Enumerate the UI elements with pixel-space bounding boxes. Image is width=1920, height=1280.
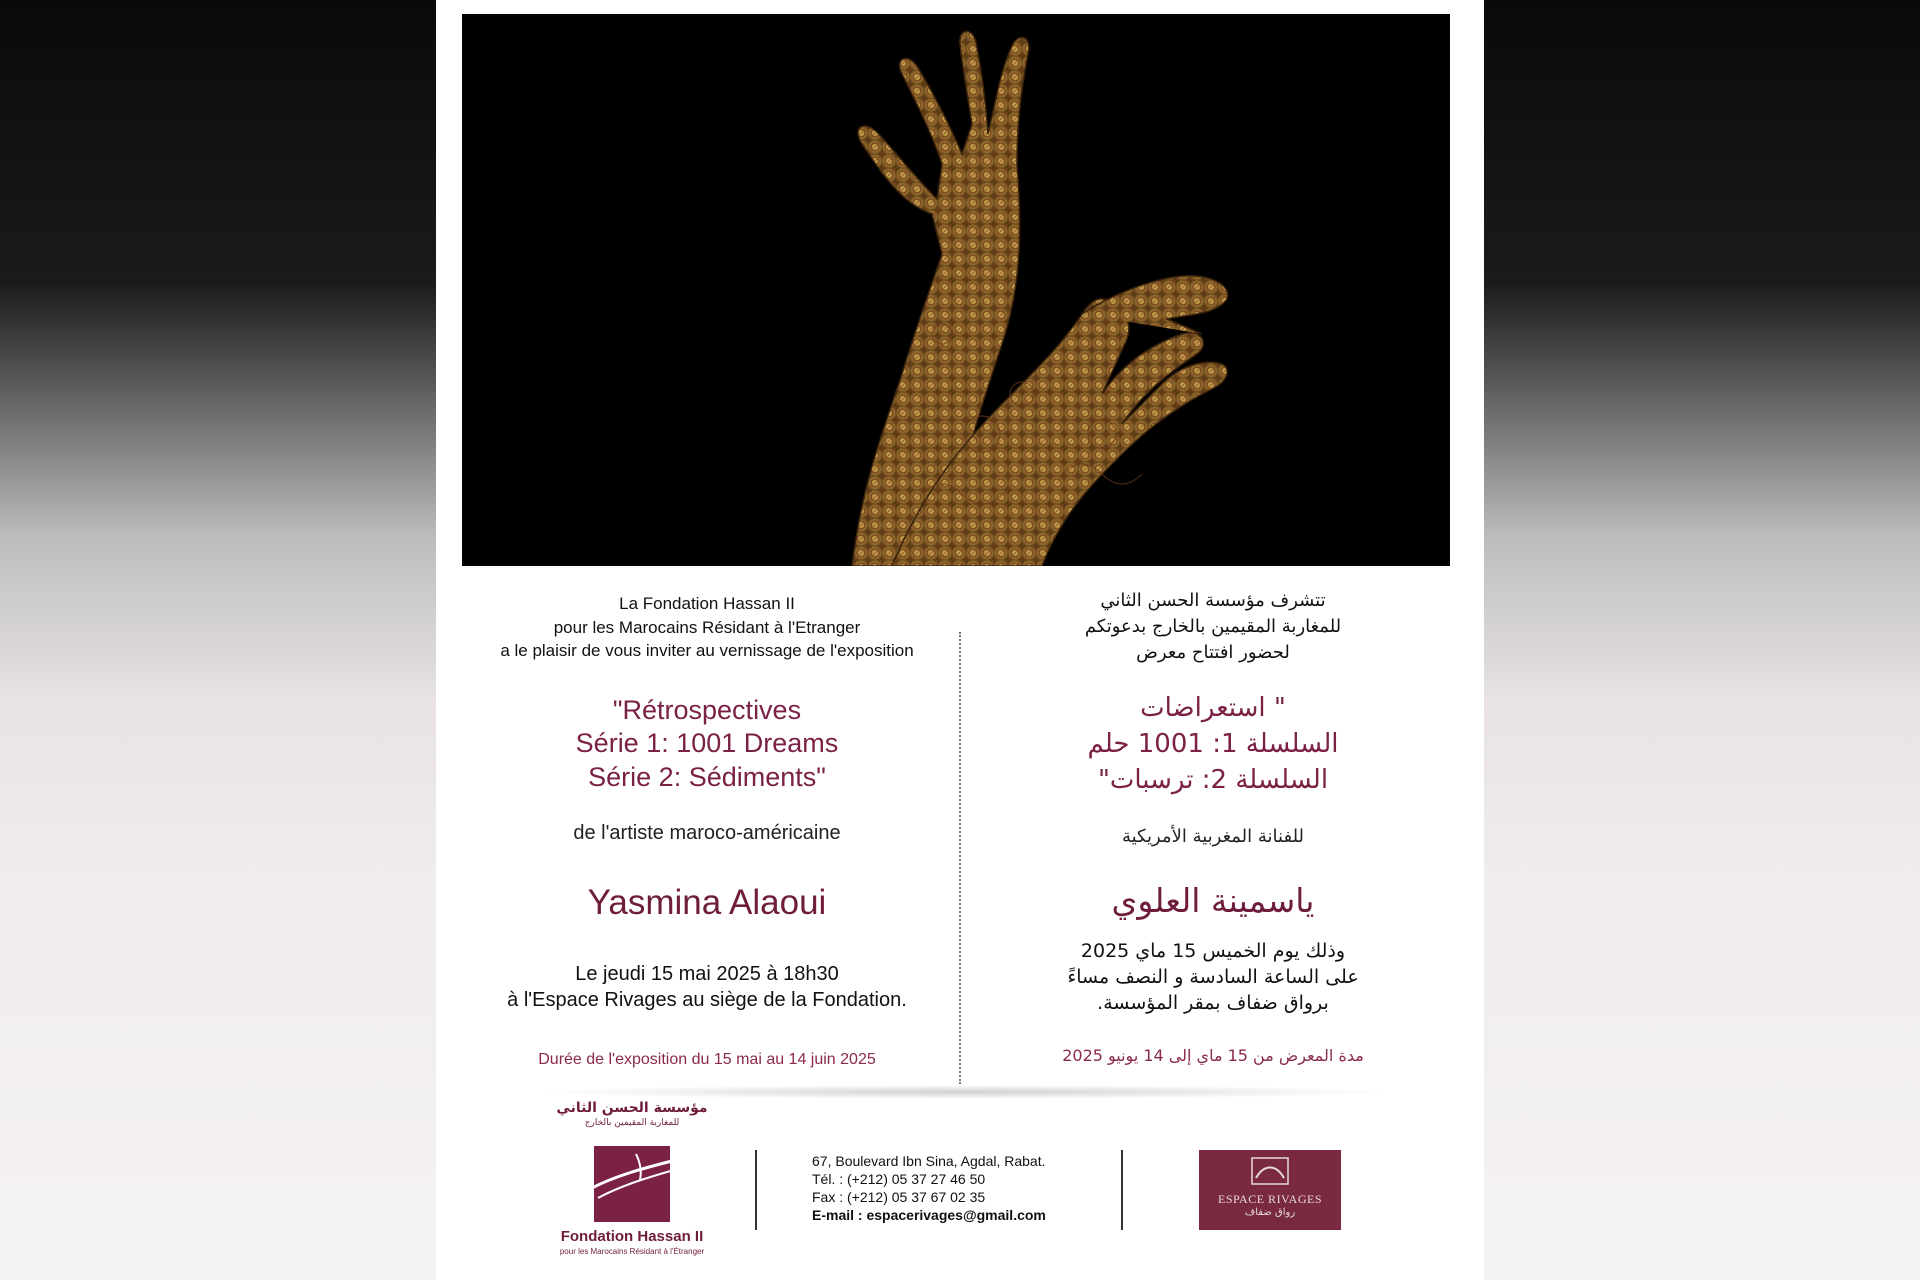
arabic-artist-descriptor: للفنانة المغربية الأمريكية <box>1121 826 1305 847</box>
intro-line: لحضور افتتاح معرض <box>1136 642 1290 663</box>
fax: Fax : (+212) 05 37 67 02 35 <box>812 1189 986 1205</box>
intro-line: تتشرف مؤسسة الحسن الثاني <box>1100 590 1326 611</box>
contact-info <box>812 1152 1046 1224</box>
logo-subtitle: pour les Marocains Résidant à l'Étranger <box>559 1247 705 1256</box>
french-duration: Durée de l'exposition du 15 mai au 14 juin 2025 <box>538 1051 876 1068</box>
title-line: Série 2: Sédiments" <box>588 761 826 792</box>
patterned-hands-image <box>462 14 1450 566</box>
hands-photo <box>462 14 1450 566</box>
french-artist-descriptor: de l'artiste maroco-américaine <box>573 822 841 844</box>
french-intro <box>456 592 958 663</box>
arabic-artist-name: ياسمينة العلوي <box>1111 881 1315 920</box>
arabic-exhibition-title <box>962 690 1464 798</box>
title-line: Série 1: 1001 Dreams <box>575 728 839 758</box>
french-exhibition-title <box>456 694 958 795</box>
fondation-bird-logo-icon <box>584 1146 680 1222</box>
address: 67, Boulevard Ibn Sina, Agdal, Rabat. <box>812 1153 1046 1169</box>
rivages-arabic-name: رواق ضفاف <box>1244 1207 1296 1218</box>
column-divider <box>959 632 961 1084</box>
invitation-card <box>436 0 1484 1280</box>
espace-rivages-logo-icon <box>1199 1150 1341 1230</box>
rivages-name: ESPACE RIVAGES <box>1217 1192 1323 1206</box>
title-line: السلسلة 1: 1001 حلم <box>1087 729 1339 759</box>
arabic-date <box>962 938 1464 1016</box>
arabic-intro <box>962 588 1464 666</box>
logo-name: Fondation Hassan II <box>560 1228 704 1245</box>
title-line: "Rétrospectives <box>612 694 802 725</box>
logo-arabic-subtitle: للمغاربة المقيمين بالخارج <box>584 1118 680 1128</box>
footer-separator <box>755 1150 757 1230</box>
telephone: Tél. : (+212) 05 37 27 46 50 <box>812 1171 986 1187</box>
date-line: à l'Espace Rivages au siège de la Fondation. <box>507 989 907 1011</box>
french-artist-name: Yasmina Alaoui <box>587 883 827 922</box>
arabic-column <box>962 588 1464 1065</box>
footer-separator <box>1121 1150 1123 1230</box>
french-date <box>456 961 958 1013</box>
arabic-duration: مدة المعرض من 15 ماي إلى 14 يونيو 2025 <box>1062 1046 1364 1065</box>
title-line: " استعراضات <box>1140 693 1286 723</box>
title-line: السلسلة 2: ترسبات" <box>1097 765 1329 795</box>
date-line: Le jeudi 15 mai 2025 à 18h30 <box>575 963 839 985</box>
intro-line: La Fondation Hassan II <box>619 594 795 613</box>
email-link[interactable]: E-mail : espacerivages@gmail.com <box>812 1207 1046 1223</box>
date-line: على الساعة السادسة و النصف مساءً <box>1067 966 1359 988</box>
date-line: وذلك يوم الخميس 15 ماي 2025 <box>1080 940 1346 962</box>
footer-shadow <box>536 1085 1396 1099</box>
date-line: برواق ضفاف بمقر المؤسسة. <box>1097 992 1329 1014</box>
logo-arabic-name: مؤسسة الحسن الثاني <box>556 1100 708 1116</box>
french-column <box>456 592 958 1069</box>
intro-line: pour les Marocains Résidant à l'Etranger <box>553 617 861 637</box>
intro-line: a le plaisir de vous inviter au vernissage de l'exposition <box>500 641 914 660</box>
fondation-logo <box>532 1100 732 1270</box>
intro-line: للمغاربة المقيمين بالخارج بدعوتكم <box>1084 616 1342 637</box>
